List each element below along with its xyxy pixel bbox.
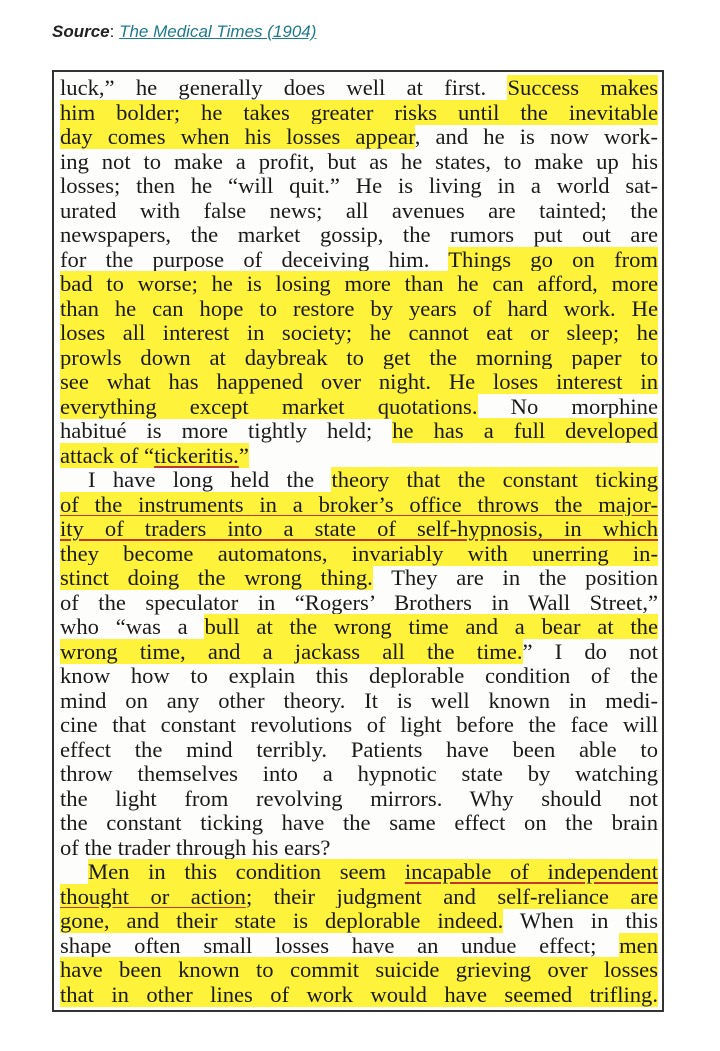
- text-line: [60, 958, 658, 983]
- text-line: [60, 860, 658, 885]
- text-line: [60, 762, 658, 787]
- highlighted-text: Men in this condition seem: [88, 859, 405, 884]
- highlighted-text: he has a full developed: [392, 418, 658, 443]
- text-line: [60, 517, 658, 542]
- text-line: [60, 713, 658, 738]
- highlighted-text: Things go on from: [448, 246, 658, 272]
- text-line: [60, 738, 658, 763]
- text-segment: losses; then he “will quit.” He is living in a world sat-: [60, 173, 658, 198]
- text-segment: ” I do not: [522, 638, 658, 664]
- text-line: [60, 542, 658, 567]
- text-segment: urated with false news; all avenues are tainted; the: [60, 197, 658, 223]
- text-line: [60, 566, 658, 591]
- highlighted-text: attack of “: [60, 442, 155, 468]
- highlighted-text: everything except market quotations.: [60, 393, 478, 419]
- source-separator: :: [109, 22, 120, 41]
- text-line: [60, 101, 658, 126]
- text-line: [60, 934, 658, 959]
- text-segment: luck,” he generally does well at first.: [60, 75, 508, 100]
- highlighted-text: ; their judgment and self-reliance are: [245, 883, 658, 909]
- text-segment: for the purpose of deceiving him.: [60, 246, 449, 272]
- text-line: [60, 787, 658, 812]
- scanned-page: [52, 70, 664, 1012]
- text-line: [60, 444, 658, 469]
- highlighted-text: day comes when his losses appear: [60, 124, 415, 149]
- text-line: [60, 664, 658, 689]
- page-cutoff: [60, 1008, 658, 1012]
- text-line: [60, 125, 658, 150]
- highlighted-text: ”: [238, 442, 249, 468]
- highlighted-text: thought or action: [60, 883, 246, 909]
- highlighted-text: incapable of independent: [404, 859, 658, 884]
- text-line: [60, 419, 658, 444]
- highlighted-text: than he can hope to restore by years of hard work. He: [60, 295, 658, 321]
- highlighted-text: loses all interest in society; he cannot eat or sleep; he: [60, 320, 658, 345]
- highlighted-text: men: [619, 932, 658, 958]
- text-line: [60, 199, 658, 224]
- source-label: Source: [52, 22, 110, 41]
- text-line: [60, 909, 658, 934]
- highlighted-text: theory that the constant ticking: [331, 467, 659, 492]
- text-segment: habitué is more tightly held;: [60, 418, 393, 443]
- highlighted-text: prowls down at daybreak to get the morning paper to: [60, 344, 658, 370]
- text-line: [60, 223, 658, 248]
- text-segment: throw themselves into a hypnotic state by watching: [60, 761, 658, 786]
- text-segment: effect the mind terribly. Patients have been able to: [60, 736, 658, 762]
- highlighted-text: bull at the wrong time and a bear at the: [204, 614, 658, 639]
- highlighted-text: wrong time, and a jackass all the time.: [60, 638, 523, 664]
- highlighted-text: have been known to commit suicide grieving over losses: [60, 957, 658, 982]
- highlighted-text: him bolder; he takes greater risks until the inevitable: [60, 99, 658, 125]
- text-segment: cine that constant revolutions of light before the face will: [60, 712, 658, 737]
- text-segment: know how to explain this deplorable condition of the: [60, 663, 658, 688]
- text-segment: When in this: [503, 908, 659, 933]
- text-segment: They are in the position: [372, 565, 658, 590]
- text-segment: ing not to make a profit, but as he states, to make up his: [60, 148, 658, 174]
- text-line: [60, 150, 658, 175]
- article-text: [60, 76, 658, 1007]
- text-segment: the constant ticking have the same effect on the brain: [60, 810, 658, 835]
- highlighted-text: gone, and their state is deplorable indeed.: [60, 908, 504, 933]
- text-line: [60, 811, 658, 836]
- text-segment: I have long held the: [88, 467, 332, 492]
- text-segment: the light from revolving mirrors. Why should not: [60, 785, 658, 811]
- text-segment: of the speculator in “Rogers’ Brothers in Wall Street,”: [60, 589, 658, 615]
- text-line: [60, 493, 658, 518]
- text-segment: who “was a: [60, 614, 205, 639]
- text-line: [60, 370, 658, 395]
- highlighted-text: Success makes: [507, 75, 659, 100]
- text-line: [60, 272, 658, 297]
- text-line: [60, 885, 658, 910]
- highlighted-text: see what has happened over night. He loses interest in: [60, 369, 658, 394]
- highlighted-text: of the instruments in a broker’s office throws the major-: [60, 491, 658, 517]
- highlighted-text: bad to worse; he is losing more than he can afford, more: [60, 271, 658, 296]
- highlighted-text: ity of traders into a state of self-hypnosis, in which: [60, 516, 658, 541]
- text-line: [60, 640, 658, 665]
- text-segment: newspapers, the market gossip, the rumors put out are: [60, 222, 658, 247]
- text-line: [60, 297, 658, 322]
- text-segment: No morphine: [477, 393, 658, 419]
- text-line: [60, 689, 658, 714]
- text-segment: shape often small losses have an undue effect;: [60, 932, 620, 958]
- text-segment: of the trader through his ears?: [60, 834, 331, 860]
- highlighted-text: stinct doing the wrong thing.: [60, 565, 373, 590]
- source-caption: [52, 22, 316, 42]
- text-line: [60, 591, 658, 616]
- text-line: [60, 346, 658, 371]
- highlighted-text: they become automatons, invariably with unerring in-: [60, 540, 658, 566]
- source-link[interactable]: The Medical Times (1904): [119, 22, 317, 41]
- text-line: [60, 248, 658, 273]
- highlighted-text: that in other lines of work would have seemed trifling.: [60, 981, 658, 1007]
- text-line: [60, 395, 658, 420]
- text-line: [60, 468, 658, 493]
- text-segment: mind on any other theory. It is well known in medi-: [60, 687, 658, 713]
- text-segment: , and he is now work-: [414, 124, 659, 149]
- highlighted-text: tickeritis.: [154, 442, 239, 468]
- text-line: [60, 174, 658, 199]
- text-line: [60, 615, 658, 640]
- text-line: [60, 76, 658, 101]
- text-line: [60, 321, 658, 346]
- text-line: [60, 836, 658, 861]
- text-line: [60, 983, 658, 1008]
